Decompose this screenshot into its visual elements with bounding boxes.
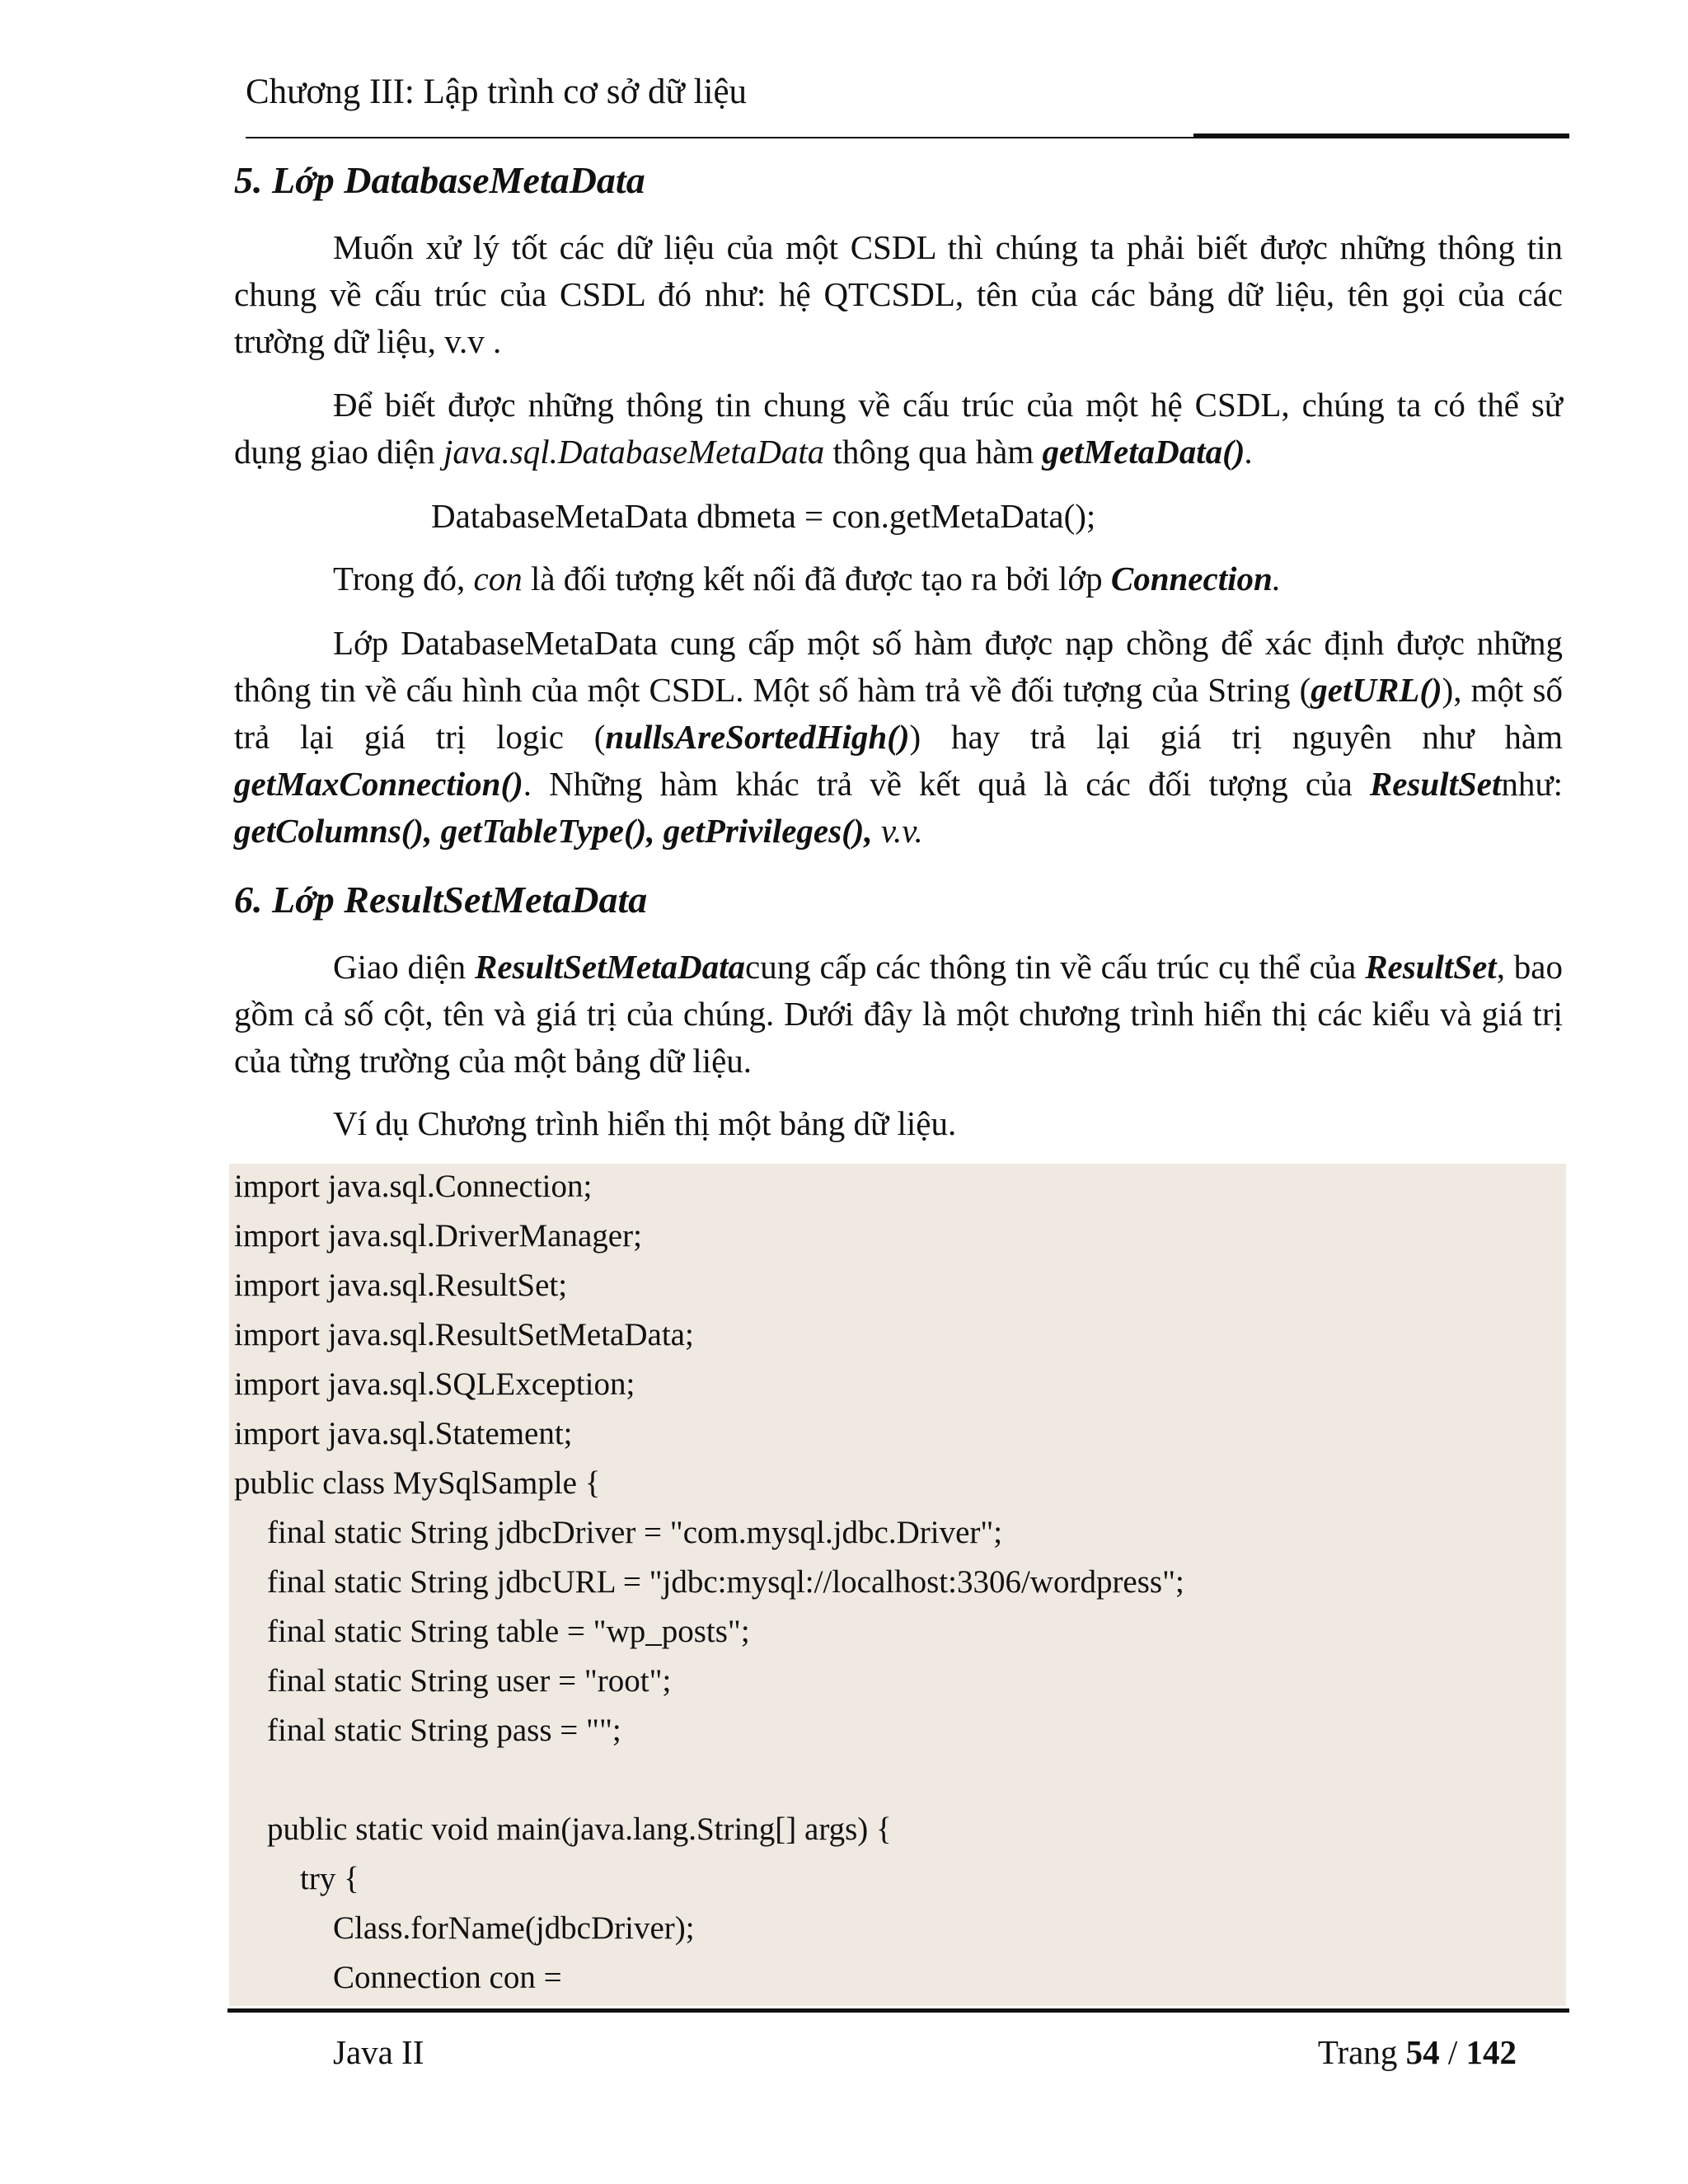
text: là đối tượng kết nối đã được tạo ra bởi lớp: [522, 560, 1111, 598]
footer-rule: [227, 2008, 1569, 2013]
header-rule-thick: [1193, 134, 1569, 138]
text: ) hay trả lại giá trị nguyên như hàm: [909, 718, 1563, 756]
page-number: [1318, 2027, 1517, 2077]
paragraph-getmetadata: [234, 382, 1563, 476]
text-bold-italic: getMaxConnection(): [234, 765, 523, 803]
text: . Những hàm khác trả về kết quả là các đối tượng của: [523, 765, 1370, 803]
text-italic: v.v.: [872, 812, 923, 850]
inline-code-statement: DatabaseMetaData dbmeta = con.getMetaData();: [431, 497, 1096, 535]
code-line: try {: [300, 1861, 359, 1896]
paragraph-intro: [234, 224, 1563, 365]
code-line: Class.forName(jdbcDriver);: [333, 1910, 695, 1946]
code-line: import java.sql.SQLException;: [234, 1366, 635, 1402]
code-line: final static String jdbcURL = "jdbc:mysql://localhost:3306/wordpress";: [267, 1564, 1184, 1600]
code-listing: [229, 1164, 1566, 2006]
text-bold-italic: ResultSet: [1365, 948, 1497, 986]
text: thông qua hàm: [824, 433, 1043, 471]
code-line: Connection con =: [333, 1960, 562, 1995]
text-italic: java.sql.DatabaseMetaData: [443, 433, 825, 471]
text: ), một số trả lại giá trị logic (: [234, 671, 1563, 756]
text: .: [1245, 433, 1254, 471]
text-bold-italic: nullsAreSortedHigh(): [605, 718, 910, 756]
text-bold-italic: ResultSet: [1369, 765, 1502, 803]
code-line: public static void main(java.lang.String[] args) {: [267, 1811, 892, 1847]
text: Lớp DatabaseMetaData cung cấp một số hàm được nạp chồng để xác định được những thông tin về cấu hình của một CSDL. Một số hàm trả về đối tượng của String (: [234, 624, 1563, 709]
text: Để biết được những thông tin chung về cấu trúc của một hệ CSDL, chúng ta có thể sử dụng giao diện: [234, 386, 1563, 471]
paragraph-methods: [234, 620, 1563, 855]
text: Giao diện: [333, 948, 475, 986]
section-heading-databasemetadata: 5. Lớp DatabaseMetaData: [234, 159, 645, 201]
text: .: [1272, 560, 1282, 598]
text: Trong đó,: [333, 560, 474, 598]
paragraph-text: Muốn xử lý tốt các dữ liệu của một CSDL thì chúng ta phải biết được những thông tin chung về cấu trúc của CSDL đó như: hệ QTCSDL, tên của các bảng dữ liệu, tên gọi của các trường dữ liệu, v.v .: [234, 228, 1563, 360]
current-page: 54: [1405, 2033, 1440, 2071]
code-line: import java.sql.ResultSetMetaData;: [234, 1317, 694, 1352]
text-bold-italic: getColumns(), getTableType(), getPrivileges(),: [234, 812, 873, 850]
example-caption: Ví dụ Chương trình hiển thị một bảng dữ liệu.: [333, 1104, 957, 1142]
page-label: Trang: [1317, 2033, 1406, 2071]
text: cung cấp các thông tin về cấu trúc cụ thể của: [745, 948, 1366, 986]
code-line: public class MySqlSample {: [234, 1465, 601, 1501]
chapter-header: Chương III: Lập trình cơ sở dữ liệu: [246, 73, 748, 111]
header-rule: [246, 137, 1193, 138]
text-bold-italic: ResultSetMetaData: [474, 948, 746, 986]
text: như:: [1501, 765, 1563, 803]
text-bold-italic: getMetaData(): [1042, 433, 1245, 471]
code-line: final static String table = "wp_posts";: [267, 1614, 750, 1649]
page-separator: /: [1439, 2033, 1466, 2071]
code-line: final static String user = "root";: [267, 1663, 672, 1699]
code-line: import java.sql.DriverManager;: [234, 1218, 642, 1254]
text-bold-italic: Connection: [1110, 560, 1273, 598]
section-heading-resultsetmetadata: 6. Lớp ResultSetMetaData: [234, 879, 648, 921]
paragraph-con: [333, 555, 1281, 602]
total-pages: 142: [1465, 2033, 1517, 2071]
text: , bao gồm cả số cột, tên và giá trị của chúng. Dưới đây là một chương trình hiển thị các kiểu và giá trị của từng trường của một bảng dữ liệu.: [234, 948, 1563, 1080]
text-italic: con: [473, 560, 523, 598]
text-bold-italic: getURL(): [1311, 671, 1442, 709]
code-line: import java.sql.Connection;: [234, 1169, 593, 1204]
code-line: final static String pass = "";: [267, 1713, 621, 1748]
code-line: final static String jdbcDriver = "com.mysql.jdbc.Driver";: [267, 1515, 1003, 1550]
code-line: import java.sql.Statement;: [234, 1416, 573, 1451]
footer-book-title: Java II: [333, 2033, 424, 2071]
paragraph-resultsetmetadata: [234, 944, 1563, 1085]
code-line: import java.sql.ResultSet;: [234, 1268, 568, 1303]
